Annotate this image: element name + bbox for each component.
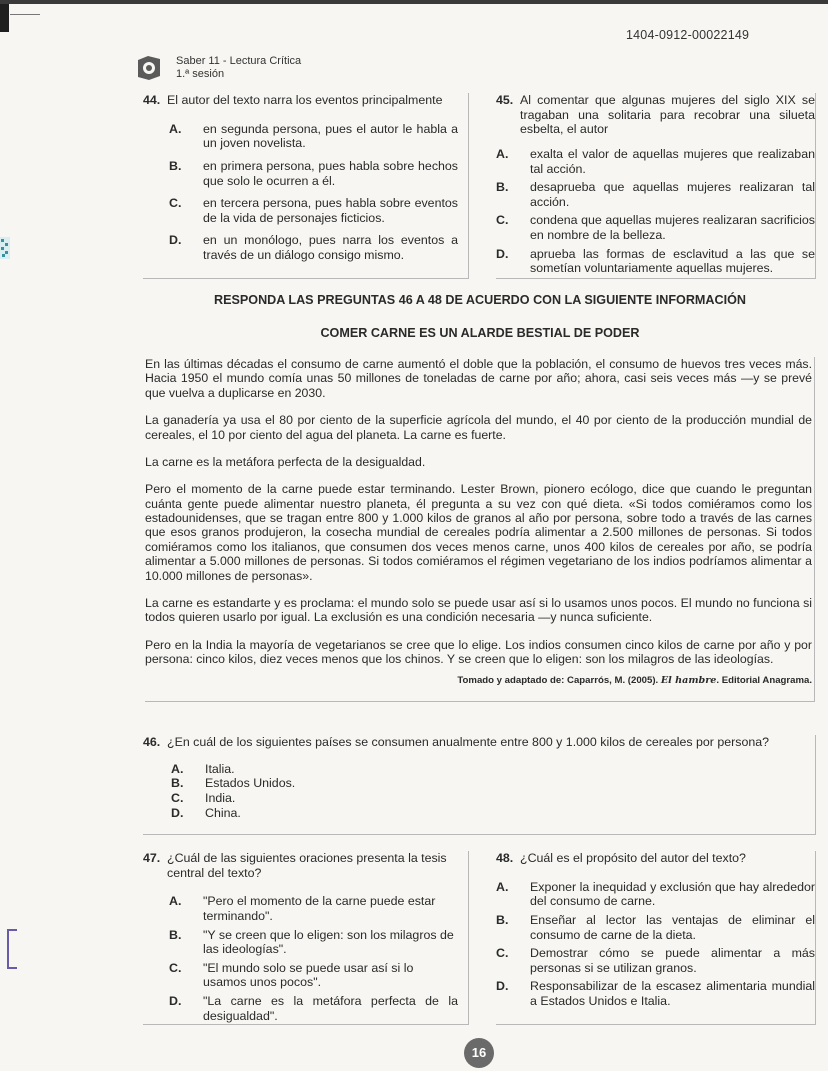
top-border <box>0 0 828 4</box>
option-d[interactable]: D. en un monólogo, pues narra los eventos a través de un diálogo consigo mismo. <box>169 233 458 262</box>
page-number: 16 <box>464 1038 494 1068</box>
question-stem: El autor del texto narra los eventos principalmente <box>167 93 443 107</box>
option-b[interactable]: B. "Y se creen que lo eligen: son los milagros de las ideologías". <box>169 927 454 957</box>
option-a[interactable]: A. en segunda persona, pues el autor le habla a un joven novelista. <box>169 121 458 151</box>
paragraph: Pero en la India la mayoría de vegetarianos se cree que lo elige. Los indios consumen cinco kilos de carne por año y por persona: cinco kilos, diez veces menos que los chinos. Y se creen que lo eligen: son los milagros de las ideologías. <box>145 637 812 666</box>
option-c[interactable]: C. condena que aquellas mujeres realizaran sacrificios en nombre de la belleza. <box>496 213 815 242</box>
option-c[interactable]: C. India. <box>171 790 236 805</box>
source-citation: Tomado y adaptado de: Caparrós, M. (2005). El hambre. Editorial Anagrama. <box>457 675 812 687</box>
option-a[interactable]: A. Italia. <box>171 761 235 776</box>
document-code: 1404-0912-00022149 <box>626 28 750 42</box>
question-44 <box>143 93 469 279</box>
option-b[interactable]: B. Estados Unidos. <box>171 776 296 791</box>
reading-text <box>145 357 815 702</box>
session-label: 1.ª sesión <box>176 68 225 80</box>
saber-logo-icon <box>136 56 162 80</box>
option-d[interactable]: D. "La carne es la metáfora perfecta de la desigualdad". <box>169 994 458 1023</box>
question-stem: ¿Cuál de las siguientes oraciones presenta la tesis central del texto? <box>167 851 447 880</box>
paragraph: La ganadería ya usa el 80 por ciento de la superficie agrícola del mundo, el 40 por ciento de la producción mundial de cereales, el 10 por ciento del agua del planeta. La carne es fuerte. <box>145 413 812 442</box>
option-d[interactable]: D. Responsabilizar de la escasez alimentaria mundial a Estados Unidos e Italia. <box>496 979 815 1008</box>
question-number: 46. <box>143 735 161 749</box>
option-a[interactable]: A. exalta el valor de aquellas mujeres que realizaban tal acción. <box>496 146 815 176</box>
option-d[interactable]: D. China. <box>171 805 241 820</box>
scan-line <box>10 14 40 15</box>
option-c[interactable]: C. "El mundo solo se puede usar así si lo usamos unos pocos". <box>169 960 414 990</box>
question-46 <box>143 735 816 835</box>
paragraph: La carne es la metáfora perfecta de la desigualdad. <box>145 454 426 469</box>
reading-title: COMER CARNE ES UN ALARDE BESTIAL DE PODER <box>320 326 640 340</box>
question-stem: ¿En cuál de los siguientes países se consumen anualmente entre 800 y 1.000 kilos de cereales por persona? <box>167 735 770 749</box>
paragraph: En las últimas décadas el consumo de carne aumentó el doble que la población, el consumo de huevos tres veces más. Hacia 1950 el mundo comía unas 50 millones de toneladas de carne por año; ahora, casi seis veces más —y se prevé que vuelva a duplicarse en 2030. <box>145 357 812 400</box>
option-a[interactable]: A. Exponer la inequidad y exclusión que hay alrededor del consumo de carne. <box>496 879 815 909</box>
question-45 <box>496 93 816 279</box>
section-instruction: RESPONDA LAS PREGUNTAS 46 A 48 DE ACUERDO CON LA SIGUIENTE INFORMACIÓN <box>213 293 747 307</box>
question-number: 47. <box>143 851 161 865</box>
question-stem: Al comentar que algunas mujeres del siglo XIX se tragaban una solitaria para recobrar una silueta esbelta, el autor <box>520 93 815 137</box>
option-c[interactable]: C. Demostrar cómo se puede alimentar a más personas si se utilizan granos. <box>496 946 815 975</box>
option-a[interactable]: A. "Pero el momento de la carne puede estar terminando". <box>169 894 436 923</box>
scan-qr-mark-icon <box>0 237 10 259</box>
option-b[interactable]: B. Enseñar al lector las ventajas de eliminar el consumo de carne de la dieta. <box>496 912 815 942</box>
question-47 <box>143 851 469 1025</box>
margin-bracket-mark <box>7 929 17 969</box>
exam-title: Saber 11 - Lectura Crítica <box>176 55 302 67</box>
question-number: 45. <box>496 93 514 107</box>
question-number: 44. <box>143 93 161 107</box>
option-d[interactable]: D. aprueba las formas de esclavitud a las que se sometían voluntariamente aquellas mujeres. <box>496 246 815 276</box>
option-b[interactable]: B. desaprueba que aquellas mujeres realizaran tal acción. <box>496 180 815 209</box>
scan-edge-mark <box>0 4 9 32</box>
option-c[interactable]: C. en tercera persona, pues habla sobre eventos de la vida de personajes ficticios. <box>169 196 458 225</box>
question-stem: ¿Cuál es el propósito del autor del texto? <box>520 851 746 865</box>
question-number: 48. <box>496 851 514 865</box>
question-48 <box>496 851 816 1025</box>
option-b[interactable]: B. en primera persona, pues habla sobre hechos que solo le ocurren a él. <box>169 158 458 188</box>
paragraph: La carne es estandarte y es proclama: el mundo solo se puede usar así si lo usamos unos pocos. El mundo no funciona si todos quieren usarlo por igual. La exclusión es una condición necesaria —y nunca suficiente. <box>145 595 812 625</box>
paragraph: Pero el momento de la carne puede estar terminando. Lester Brown, pionero ecólogo, dice que cuando le preguntan cuánta gente puede alimentar nuestro planeta, él pregunta a su vez con qué dieta. «Si todos comiéramos como los estadounidenses, que se tragan entre 800 y 1.000 kilos de granos al año por persona, sobre todo a través de las carnes que esos granos produjeron, la cosecha mundial de cereales podría alimentar a 2.500 millones de personas. Si todos comiéramos como los italianos, que consumen dos veces menos carne, unos 400 kilos de cereales por año, se podría alimentar a 5.000 millones de personas. Si todos comiéramos el régimen vegetariano de los indios podríamos alimentar a 10.000 millones de personas». <box>145 482 812 583</box>
source-book-title: El hambre <box>660 675 717 687</box>
